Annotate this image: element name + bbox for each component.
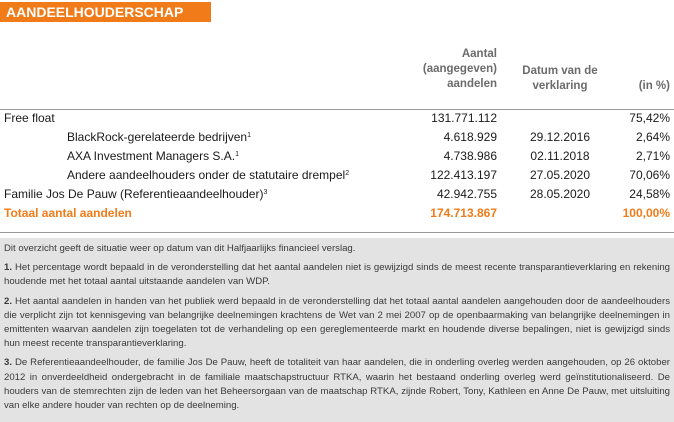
row-label: Andere aandeelhouders onder de statutaire drempel$^2$ (67, 168, 350, 182)
row-pct: 100,00% (622, 206, 670, 220)
total-row (0, 204, 674, 223)
footnote-ref: 1 (247, 132, 251, 139)
row-aantal: 122.413.197 (430, 168, 497, 182)
row-datum: 29.12.2016 (529, 130, 591, 144)
footnotes-box (0, 238, 674, 422)
row-pct: 70,06% (629, 168, 670, 182)
row-aantal: 174.713.867 (430, 206, 497, 220)
row-datum: 28.05.2020 (529, 187, 591, 201)
row-pct: 24,58% (629, 187, 670, 201)
footnote-ref: 3 (263, 189, 268, 196)
table-row (0, 185, 674, 204)
row-label: AXA Investment Managers S.A.$^1$ (67, 149, 239, 163)
footnote-intro: Dit overzicht geeft de situatie weer op datum van dit Halfjaarlijks financieel verslag. (4, 243, 356, 254)
row-label: Free float (4, 111, 55, 125)
shareholder-table (0, 109, 674, 223)
table-row (0, 147, 674, 166)
table-bottom-divider (0, 232, 674, 233)
row-datum: 02.11.2018 (530, 149, 590, 163)
row-datum: 27.05.2020 (529, 168, 591, 182)
footnote-2: 2. Het aantal aandelen in handen van het publiek werd bepaald in de veronderstelling dat het totaal aantal aandelen aangehouden door de aandeelhouders die verplicht zijn tot kennisgeving van belangrijke deelnemingen krachtens de Wet van 2 mei 2007 op de openbaarmaking van belangrijke deelnemingen in emittenten waarvan aandelen zijn toegelaten tot de verhandeling op een gereglementeerde markt en houdende diverse bepalingen, niet is gewijzigd sinds hun meest recente transparantieverklaring. (4, 295, 670, 350)
header-percentage: (in %) (638, 80, 670, 92)
table-row (0, 109, 674, 128)
row-label: Totaal aantal aandelen (4, 206, 132, 220)
row-pct: 2,71% (635, 149, 670, 163)
header-datum: Datum van de verklaring (522, 65, 598, 92)
row-pct: 75,42% (629, 111, 670, 125)
table-row (0, 128, 674, 147)
footnote-ref: 2 (345, 170, 350, 177)
footnote-ref: 1 (235, 151, 239, 158)
row-label: BlackRock-gerelateerde bedrijven$^1$ (67, 130, 251, 144)
row-aantal: 4.618.929 (443, 130, 497, 144)
footnote-1: 1. Het percentage wordt bepaald in de veronderstelling dat het aantal aandelen niet is gewijzigd sinds de meest recente transparantieverklaring en rekening houdende met het totaal aantal uitstaande aandelen van WDP. (4, 262, 670, 288)
section-title: AANDEELHOUDERSCHAP (0, 2, 211, 22)
row-aantal: 4.738.986 (443, 149, 497, 163)
row-aantal: 42.942.755 (436, 187, 497, 201)
footnote-3: 3. De Referentieaandeelhouder, de familie Jos De Pauw, heeft de totaliteit van haar aandelen, die in onderling overleg werden aangehouden, op 26 oktober 2012 in onverdeeldheid ondergebracht in de familiale maatschapstructuur RTKA, waarin het bestaand onderling overleg werd geïnstitutionaliseerd. De houders van de stemrechten zijn de leden van het Beheersorgaan van de maatschap RTKA, zijnde Robert, Tony, Kathleen en Anne De Pauw, met uitsluiting van elke andere houder van rechten op de deelneming. (4, 357, 671, 412)
header-aantal: Aantal (aangegeven) aandelen (422, 48, 497, 90)
row-label: Familie Jos De Pauw (Referentieaandeelhouder)$^3$ (4, 187, 268, 201)
table-row (0, 166, 674, 185)
row-aantal: 131.771.112 (431, 111, 497, 125)
row-pct: 2,64% (635, 130, 670, 144)
